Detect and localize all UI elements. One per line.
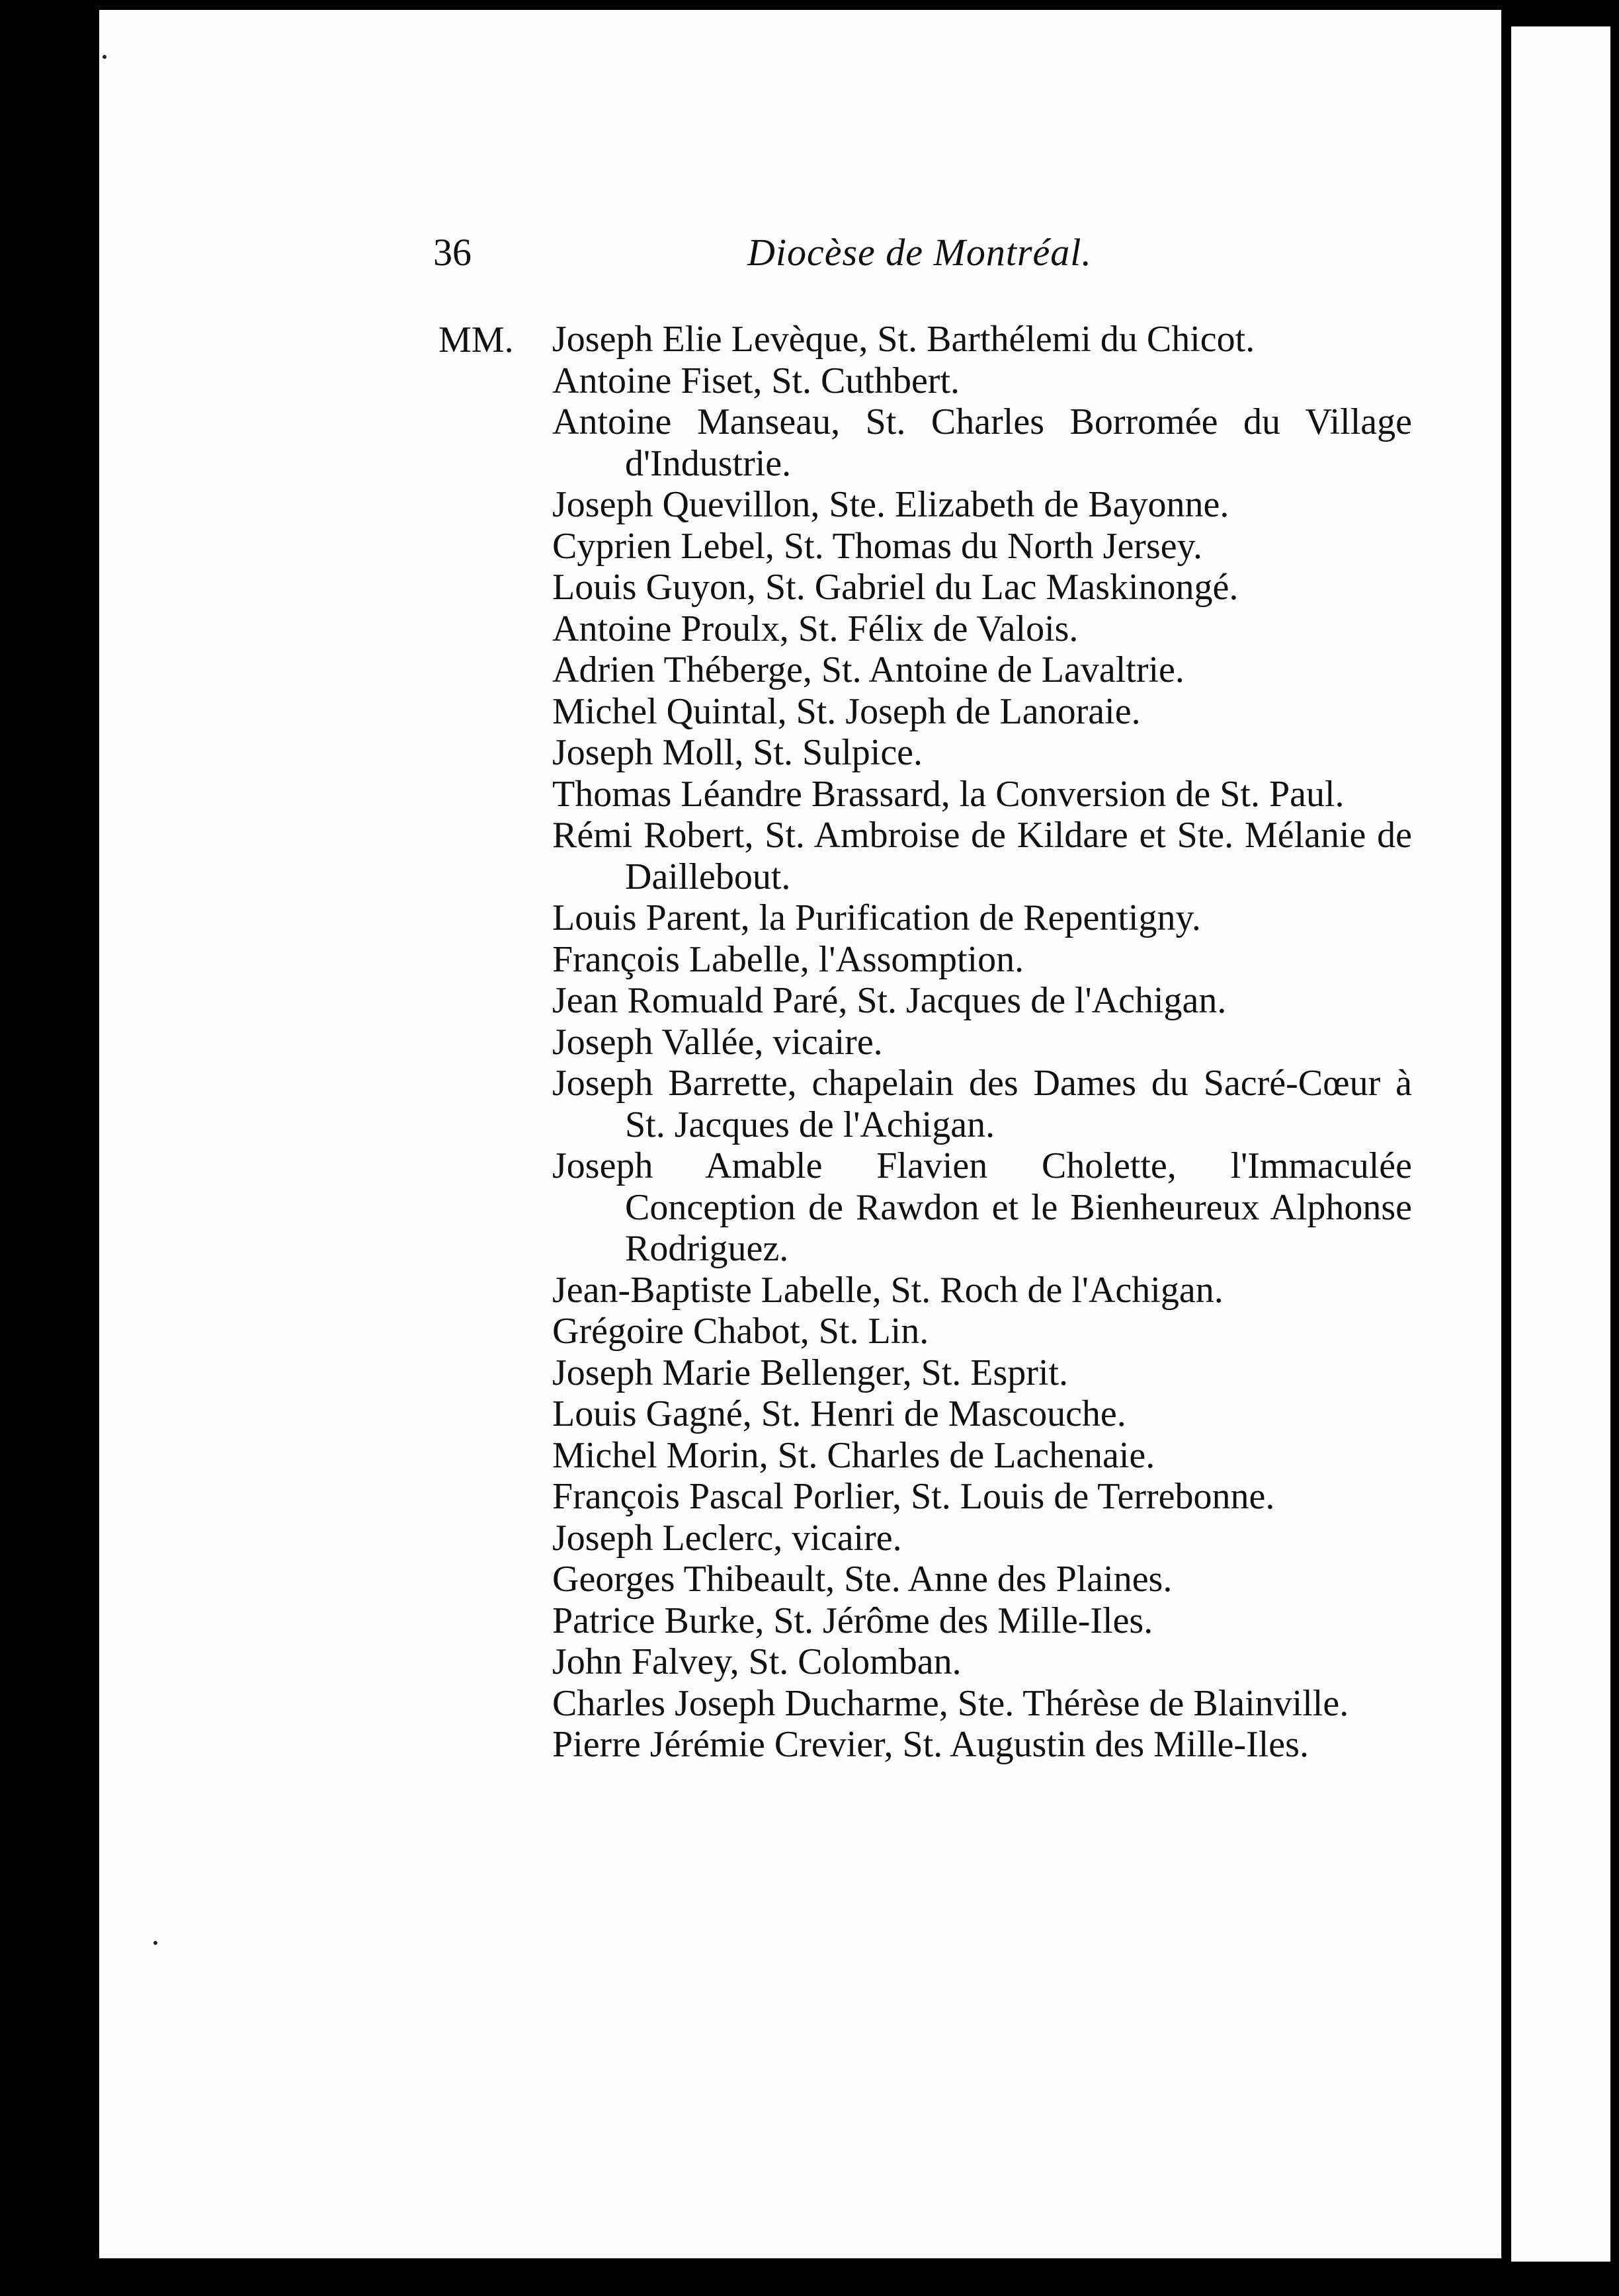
list-item: Georges Thibeault, Ste. Anne des Plaines. (552, 1559, 1173, 1600)
list-item: Joseph Elie Levèque, St. Barthélemi du Chicot. (552, 319, 1255, 360)
list-item: François Pascal Porlier, St. Louis de Terrebonne. (552, 1476, 1275, 1517)
list-item: Michel Morin, St. Charles de Lachenaie. (552, 1434, 1155, 1476)
list-item: Antoine Manseau, St. Charles Borromée du Village d'Industrie. (552, 401, 1412, 484)
list-item: Joseph Marie Bellenger, St. Esprit. (552, 1352, 1069, 1393)
list-item: Louis Parent, la Purification de Repentigny. (552, 897, 1201, 938)
page-number: 36 (433, 231, 472, 274)
facing-page-edge (1511, 26, 1610, 2262)
list-item: Rémi Robert, St. Ambroise de Kildare et Ste. Mélanie de Daillebout. (552, 815, 1412, 897)
list-item: Antoine Proulx, St. Félix de Valois. (552, 608, 1079, 649)
list-item: Cyprien Lebel, St. Thomas du North Jersey. (552, 525, 1202, 567)
print-speck (103, 55, 106, 59)
list-item: Joseph Leclerc, vicaire. (552, 1517, 902, 1559)
list-item: Joseph Quevillon, Ste. Elizabeth de Bayonne. (552, 484, 1229, 525)
list-item: Pierre Jérémie Crevier, St. Augustin des Mille-Iles. (552, 1724, 1309, 1765)
list-item: Charles Joseph Ducharme, Ste. Thérèse de Blainville. (552, 1682, 1349, 1724)
list-item: Grégoire Chabot, St. Lin. (552, 1311, 929, 1352)
print-speck (153, 1941, 157, 1945)
honorific-label: MM. (438, 319, 514, 360)
list-item: John Falvey, St. Colomban. (552, 1641, 962, 1682)
list-item: Jean-Baptiste Labelle, St. Roch de l'Achigan. (552, 1269, 1224, 1311)
list-item: Joseph Moll, St. Sulpice. (552, 732, 923, 773)
list-item: Thomas Léandre Brassard, la Conversion de St. Paul. (552, 773, 1345, 815)
list-item: Jean Romuald Paré, St. Jacques de l'Achigan. (552, 980, 1227, 1021)
list-item: Louis Gagné, St. Henri de Mascouche. (552, 1393, 1126, 1434)
running-title: Diocèse de Montréal. (747, 231, 1092, 274)
list-item: François Labelle, l'Assomption. (552, 938, 1024, 980)
list-item: Adrien Théberge, St. Antoine de Lavaltrie. (552, 649, 1184, 690)
list-item: Joseph Barrette, chapelain des Dames du Sacré-Cœur à St. Jacques de l'Achigan. (552, 1063, 1412, 1145)
list-item: Antoine Fiset, St. Cuthbert. (552, 360, 960, 401)
list-item: Joseph Vallée, vicaire. (552, 1021, 883, 1063)
list-item: Michel Quintal, St. Joseph de Lanoraie. (552, 690, 1141, 732)
list-item: Patrice Burke, St. Jérôme des Mille-Iles. (552, 1600, 1153, 1641)
list-item: Joseph Amable Flavien Cholette, l'Immaculée Conception de Rawdon et le Bienheureux Alphonse Rodriguez. (552, 1145, 1412, 1269)
list-item: Louis Guyon, St. Gabriel du Lac Maskinongé. (552, 567, 1239, 608)
clergy-list (552, 319, 1412, 1766)
